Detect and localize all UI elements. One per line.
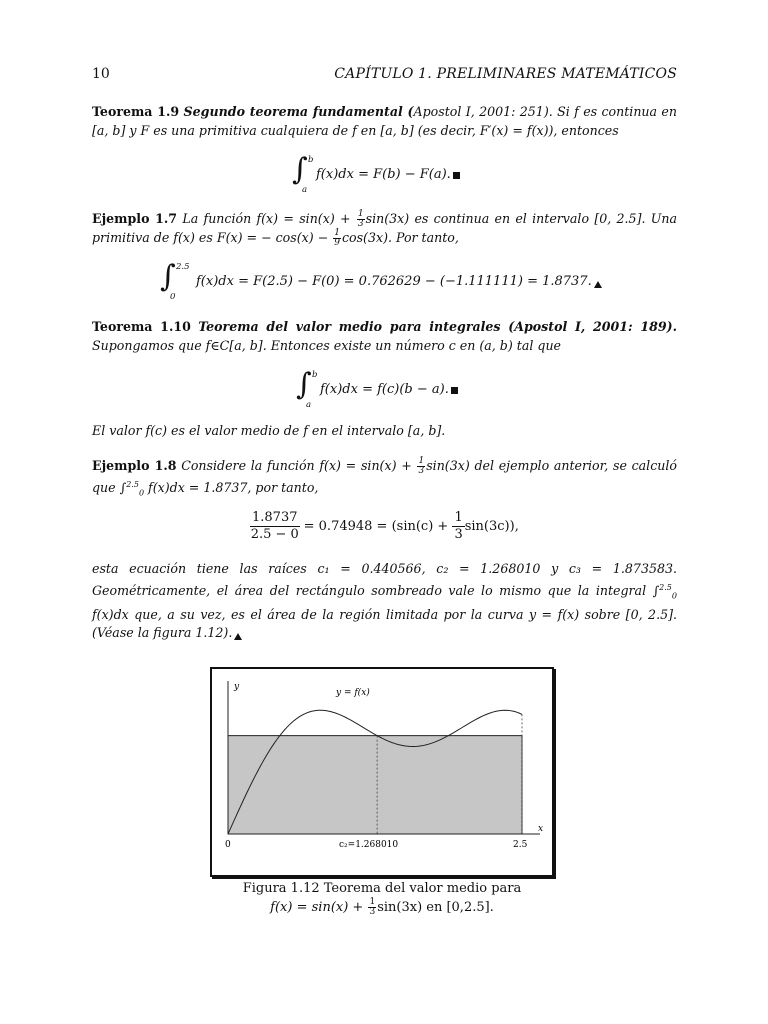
fraction-denominator: 3 xyxy=(418,466,425,476)
equation-example-1-8 xyxy=(250,510,570,550)
example-label: Ejemplo 1.8 xyxy=(92,458,177,473)
conclusion-text: f(x)dx que, a su vez, es el área de la región limitada por la curva y = f(x) sobre [0, 2.5]. (Véase la figura 1.12). xyxy=(92,606,677,641)
fraction xyxy=(250,510,300,543)
qed-symbol xyxy=(451,387,458,394)
caption-formula: sin(3x) en [0,2.5]. xyxy=(377,900,494,915)
theorem-label: Teorema 1.9 xyxy=(92,104,180,119)
example-text: Considere la función f(x) = sin(x) + xyxy=(181,458,417,473)
theorem-note: El valor f(c) es el valor medio de f en el intervalo [a, b]. xyxy=(92,423,446,438)
example-conclusion xyxy=(92,560,677,643)
fraction-denominator: 3 xyxy=(357,219,364,229)
inline-integral-sign: ∫ xyxy=(652,582,660,598)
y-axis-label: y xyxy=(234,682,240,692)
figure-1-12 xyxy=(210,667,554,877)
qed-symbol xyxy=(453,172,460,179)
fraction-denominator: 3 xyxy=(369,907,376,917)
theorem-label: Teorema 1.10 xyxy=(92,319,191,334)
example-text: cos(3x). Por tanto, xyxy=(341,230,459,245)
integral-upper-limit: b xyxy=(308,155,314,165)
integral-upper-limit: 2.5 xyxy=(176,262,190,272)
integral-sign: ∫ xyxy=(160,259,176,294)
fraction-numerator: 1.8737 xyxy=(252,510,298,525)
conclusion-text: esta ecuación tiene las raíces c₁ = 0.440566, c₂ = 1.268010 y c₃ = 1.873583. Geométricamente, el área del rectángulo sombreado vale lo mismo que la integral xyxy=(92,561,677,598)
end-triangle-symbol xyxy=(594,281,602,288)
equation-body: f(x)dx = F(b) − F(a). xyxy=(316,167,451,182)
fraction-denominator: 3 xyxy=(454,527,463,542)
integral-lower-limit: a xyxy=(302,185,308,195)
chapter-title: CAPÍTULO 1. PRELIMINARES MATEMÁTICOS xyxy=(334,66,677,82)
example-label: Ejemplo 1.7 xyxy=(92,211,178,226)
end-triangle-symbol xyxy=(234,633,242,640)
fraction xyxy=(452,510,464,543)
figure-plot xyxy=(212,669,552,875)
theorem-1-9 xyxy=(92,103,677,140)
inline-integral-lower: 0 xyxy=(671,591,677,601)
fraction-numerator: 1 xyxy=(334,228,340,238)
x-origin-label: 0 xyxy=(225,840,231,850)
fraction-numerator: 1 xyxy=(357,209,364,219)
c2-label: c₂=1.268010 xyxy=(339,840,399,850)
fraction-numerator: 1 xyxy=(454,510,463,525)
theorem-text: ). Si f es continua en [a, b] y F es una primitiva cualquiera de f en [a, b] (es decir, F′(x) = f(x)), entonces xyxy=(92,104,677,138)
integral-sign: ∫ xyxy=(296,367,312,402)
fraction xyxy=(368,898,376,917)
integral-sign: ∫ xyxy=(292,152,308,187)
fraction xyxy=(357,210,365,229)
caption-line-1: Figura 1.12 Teorema del valor medio para xyxy=(242,881,522,896)
fraction-numerator: 1 xyxy=(418,456,425,466)
integral-lower-limit: a xyxy=(306,400,312,410)
caption-formula: f(x) = sin(x) + xyxy=(270,900,368,915)
example-1-8 xyxy=(92,457,677,503)
example-text: La función f(x) = sin(x) + xyxy=(182,211,356,226)
example-text: sin(3x) es continua en el intervalo [0, 2.5]. Una primitiva de f(x) es F(x) = − cos(x) − xyxy=(92,211,678,245)
equation-body: sin(3c)), xyxy=(464,519,519,534)
x-axis-label: x xyxy=(538,824,544,834)
example-text: sin(3x) del ejemplo anterior, se calculó que xyxy=(92,458,677,496)
x-max-label: 2.5 xyxy=(513,840,528,850)
theorem-title: Segundo teorema fundamental ( xyxy=(183,104,414,119)
theorem-title: Teorema del valor medio para integrales (Apostol I, 2001: 189). xyxy=(198,319,678,334)
example-text: f(x)dx = 1.8737, por tanto, xyxy=(148,480,319,496)
figure-caption xyxy=(200,879,564,917)
inline-integral-lower: 0 xyxy=(138,488,145,498)
example-1-7 xyxy=(92,210,677,248)
equation-example-1-7 xyxy=(160,259,620,306)
fraction-denominator: 9 xyxy=(334,238,340,248)
theorem-citation: Apostol I, 2001: 251 xyxy=(413,104,544,119)
fraction xyxy=(417,457,425,476)
equation-body: f(x)dx = f(c)(b − a). xyxy=(320,382,449,397)
equation-mvt xyxy=(296,367,496,410)
equation-body: f(x)dx = F(2.5) − F(0) = 0.762629 − (−1.111111) = 1.8737. xyxy=(196,274,592,289)
fraction xyxy=(333,229,341,248)
page-number: 10 xyxy=(92,66,110,82)
fraction-numerator: 1 xyxy=(369,897,376,907)
equation-body: = 0.74948 = (sin(c) + xyxy=(303,519,453,534)
caption-line-2 xyxy=(200,898,564,917)
inline-integral-upper: 2.5 xyxy=(659,582,672,592)
theorem-text: Supongamos que f∈C[a, b]. Entonces existe un número c en (a, b) tal que xyxy=(92,337,562,353)
inline-integral-sign: ∫ xyxy=(119,480,127,496)
curve-label: y = f(x) xyxy=(336,688,370,698)
inline-integral-upper: 2.5 xyxy=(126,480,139,489)
integral-upper-limit: b xyxy=(312,370,318,380)
page-header xyxy=(92,66,677,84)
theorem-1-10 xyxy=(92,318,677,355)
fraction-denominator: 2.5 − 0 xyxy=(250,527,299,542)
mean-value-rectangle xyxy=(228,736,522,834)
integral-lower-limit: 0 xyxy=(170,292,176,302)
equation-ftc2 xyxy=(292,152,492,195)
